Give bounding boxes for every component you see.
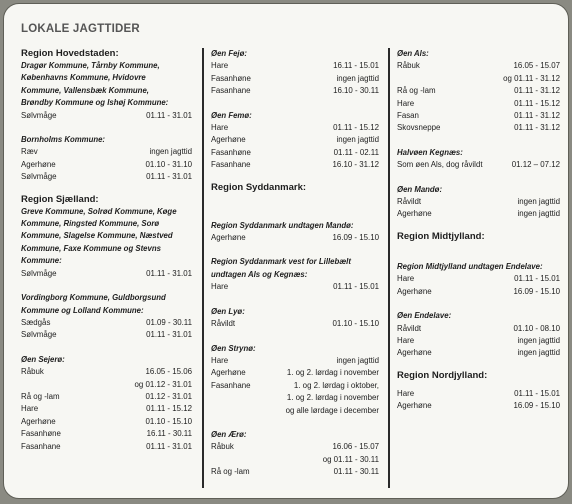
season-row: [211, 466, 379, 478]
area-heading: Øen Femø:: [211, 110, 252, 120]
area-heading: Øen Als:: [397, 49, 429, 58]
season-row: [397, 122, 560, 134]
area-heading: Halvøen Kegnæs:: [397, 147, 463, 157]
season-row: [211, 367, 379, 379]
season-row: [21, 391, 192, 403]
season: ingen jagttid: [517, 335, 560, 345]
season-row: [21, 379, 192, 391]
region-heading: Region Syddanmark:: [211, 181, 307, 193]
season-row: [21, 159, 192, 171]
season-row: [211, 441, 379, 453]
season: 16.11 - 30.11: [146, 429, 192, 439]
season: 01.09 - 30.11: [146, 317, 192, 327]
season-row: [397, 196, 560, 208]
column-2: [211, 48, 379, 490]
season-row: [397, 286, 560, 298]
season: 16.10 - 31.12: [332, 160, 379, 170]
municipality-line: Kommune, Faxe Kommune og Stevns: [21, 243, 161, 253]
area-heading: Region Midtjylland undtagen Endelave:: [397, 261, 543, 271]
season: 01.10 - 15.10: [332, 319, 379, 329]
season: 01.11 - 02.11: [333, 147, 379, 157]
season: ingen jagttid: [336, 135, 379, 145]
municipality-line: Dragør Kommune, Tårnby Kommune,: [21, 61, 160, 70]
season-row: [211, 147, 379, 159]
season: 01.10 - 31.10: [145, 159, 192, 169]
season: 01.11 - 31.12: [514, 123, 560, 133]
season-row: [397, 98, 560, 110]
species: Sølvmåge: [21, 268, 57, 278]
season-row: [397, 347, 560, 359]
season: og alle lørdage i december: [285, 405, 379, 415]
area-heading: Øen Strynø:: [211, 343, 256, 353]
municipality-line: Københavns Kommune, Hvidovre: [21, 73, 146, 83]
region-heading: Region Hovedstaden:: [21, 48, 119, 59]
season-row: [21, 146, 192, 158]
species: Fasanhane: [211, 380, 251, 390]
species: Agerhøne: [21, 159, 56, 169]
area-heading: Øen Sejerø:: [21, 354, 65, 364]
species: Fasanhøne: [21, 429, 61, 439]
season: 01.11 - 15.01: [514, 274, 560, 284]
season-row: [211, 392, 379, 404]
species: Agerhøne: [211, 368, 246, 378]
season: 01.10 - 08.10: [513, 323, 560, 333]
species: Agerhøne: [397, 209, 432, 219]
municipality-line: Kommune, Ringsted Kommune, Sorø: [21, 219, 160, 229]
species: Råvildt: [211, 319, 236, 329]
season-row: [397, 159, 560, 171]
species: Fasanhøne: [211, 147, 251, 157]
species: Ræv: [21, 147, 38, 157]
season-row: [21, 329, 192, 341]
species: Hare: [397, 335, 415, 345]
species: Agerhøne: [211, 135, 246, 145]
season-row: [21, 428, 192, 440]
species: Hare: [211, 123, 229, 133]
season: og 01.12 - 31.01: [134, 379, 192, 389]
season-row: [211, 159, 379, 171]
area-heading: Region Syddanmark vest for Lillebælt: [211, 257, 351, 267]
season-row: [397, 85, 560, 97]
column-divider: [202, 48, 204, 488]
season-row: [211, 232, 379, 244]
species: Hare: [397, 388, 415, 398]
season: 1. og 2. lørdag i november: [286, 393, 379, 403]
region-heading: Region Nordjylland:: [397, 369, 488, 381]
species: Skovsneppe: [397, 123, 441, 133]
species: Agerhøne: [211, 233, 246, 243]
area-heading: Region Syddanmark undtagen Mandø:: [211, 220, 354, 230]
season: 01.11 - 31.01: [146, 330, 192, 340]
species: Hare: [211, 355, 229, 365]
species: Råvildt: [397, 197, 422, 207]
municipality-line: Kommune, Slagelse Kommune, Næstved: [21, 231, 173, 241]
species: Råbuk: [21, 367, 44, 377]
species: Sølvmåge: [21, 330, 57, 340]
season: 1. og 2. lørdag i oktober,: [293, 380, 379, 390]
species: Rå og -lam: [21, 391, 60, 401]
municipality-line: Kommune, Vallensbæk Kommune,: [21, 85, 149, 95]
season-row: [21, 171, 192, 183]
season: ingen jagttid: [517, 348, 560, 358]
area-heading: Øen Endelave:: [397, 311, 452, 321]
season-row: [211, 405, 379, 417]
species: Fasanhane: [211, 86, 251, 96]
municipality-line: Greve Kommune, Solrød Kommune, Køge: [21, 206, 177, 216]
season-row: [397, 323, 560, 335]
season: ingen jagttid: [149, 147, 192, 157]
species: Agerhøne: [397, 286, 432, 296]
species: Råbuk: [397, 61, 420, 71]
season-row: [21, 366, 192, 378]
season: 1. og 2. lørdag i november: [286, 368, 379, 378]
species: Hare: [397, 274, 415, 284]
species: Fasanhøne: [211, 73, 251, 83]
season: ingen jagttid: [517, 197, 560, 207]
season: 01.10 - 15.10: [145, 416, 192, 426]
season-row: [397, 110, 560, 122]
area-heading: Øen Mandø:: [397, 184, 443, 194]
column-divider: [388, 48, 390, 488]
season: 01.11 - 15.12: [514, 98, 560, 108]
area-heading: Øen Fejø:: [211, 49, 247, 58]
season-row: [211, 318, 379, 330]
season: 01.11 - 15.01: [514, 388, 560, 398]
season-row: [397, 208, 560, 220]
season: ingen jagttid: [517, 209, 560, 219]
species: Fasan: [397, 111, 419, 121]
season: 16.10 - 30.11: [333, 86, 379, 96]
species: Som øen Als, dog råvildt: [397, 160, 483, 170]
season: og 01.11 - 31.12: [503, 73, 560, 83]
season-row: [397, 400, 560, 412]
season-row: [21, 268, 192, 280]
season-row: [211, 73, 379, 85]
season: 01.11 - 31.12: [514, 111, 560, 121]
season: 01.11 - 15.01: [333, 282, 379, 292]
season: 16.09 - 15.10: [513, 401, 560, 411]
species: Råbuk: [211, 442, 234, 452]
species: Sædgås: [21, 317, 51, 327]
season-row: [21, 416, 192, 428]
species: Fasanhane: [211, 160, 251, 170]
column-3: [397, 48, 560, 490]
season-row: [397, 273, 560, 285]
species: Sølvmåge: [21, 110, 57, 120]
season: og 01.11 - 30.11: [322, 454, 379, 464]
species: Sølvmåge: [21, 172, 57, 182]
species: Råvildt: [397, 323, 422, 333]
season-row: [211, 85, 379, 97]
hunting-seasons-card: [3, 3, 569, 499]
municipality-line: Vordingborg Kommune, Guldborgsund: [21, 293, 166, 303]
season-row: [21, 317, 192, 329]
season: ingen jagttid: [336, 73, 379, 83]
season: 01.11 - 30.11: [333, 467, 379, 477]
species: Hare: [397, 98, 415, 108]
area-heading: Øen Ærø:: [211, 429, 247, 439]
region-heading: Region Sjælland:: [21, 193, 99, 205]
municipality-line: Brøndby Kommune og Ishøj Kommune:: [21, 98, 169, 108]
season-row: [21, 403, 192, 415]
season-row: [211, 122, 379, 134]
season-row: [397, 60, 560, 72]
season-row: [397, 73, 560, 85]
species: Agerhøne: [397, 401, 432, 411]
species: Agerhøne: [21, 416, 56, 426]
season: 01.11 - 31.12: [514, 86, 560, 96]
season: 16.09 - 15.10: [332, 233, 379, 243]
area-heading: Bornholms Kommune:: [21, 135, 106, 145]
species: Hare: [211, 282, 229, 292]
season: 16.06 - 15.07: [332, 442, 379, 452]
area-heading: undtagen Als og Kegnæs:: [211, 269, 308, 279]
season-row: [211, 355, 379, 367]
season: 01.11 - 31.01: [146, 172, 192, 182]
season: ingen jagttid: [336, 355, 379, 365]
species: Rå og -lam: [211, 467, 250, 477]
species: Rå og -lam: [397, 86, 436, 96]
season-row: [397, 335, 560, 347]
season: 01.11 - 15.12: [333, 123, 379, 133]
species: Fasanhane: [21, 441, 61, 451]
season-row: [211, 281, 379, 293]
season-row: [21, 441, 192, 453]
season: 01.12 – 07.12: [511, 160, 560, 170]
season: 01.11 - 31.01: [146, 441, 192, 451]
column-1: [21, 48, 192, 490]
species: Agerhøne: [397, 348, 432, 358]
season: 01.12 - 31.01: [145, 391, 192, 401]
species: Hare: [21, 404, 39, 414]
season: 16.09 - 15.10: [513, 286, 560, 296]
season: 16.05 - 15.06: [145, 367, 192, 377]
region-heading: Region Midtjylland:: [397, 230, 485, 242]
season: 16.05 - 15.07: [513, 61, 560, 71]
municipality-line: Kommune og Lolland Kommune:: [21, 305, 144, 315]
species: Hare: [211, 61, 229, 71]
municipality-line: Kommune:: [21, 256, 62, 266]
area-heading: Øen Lyø:: [211, 306, 245, 316]
card-title: LOKALE JAGTTIDER: [21, 23, 140, 35]
season: 01.11 - 15.12: [146, 404, 192, 414]
season-row: [21, 110, 192, 122]
season: 01.11 - 31.01: [146, 268, 192, 278]
season: 16.11 - 15.01: [333, 61, 379, 71]
season-row: [211, 454, 379, 466]
season: 01.11 - 31.01: [146, 110, 192, 120]
season-row: [397, 388, 560, 400]
season-row: [211, 60, 379, 72]
season-row: [211, 134, 379, 146]
season-row: [211, 380, 379, 392]
